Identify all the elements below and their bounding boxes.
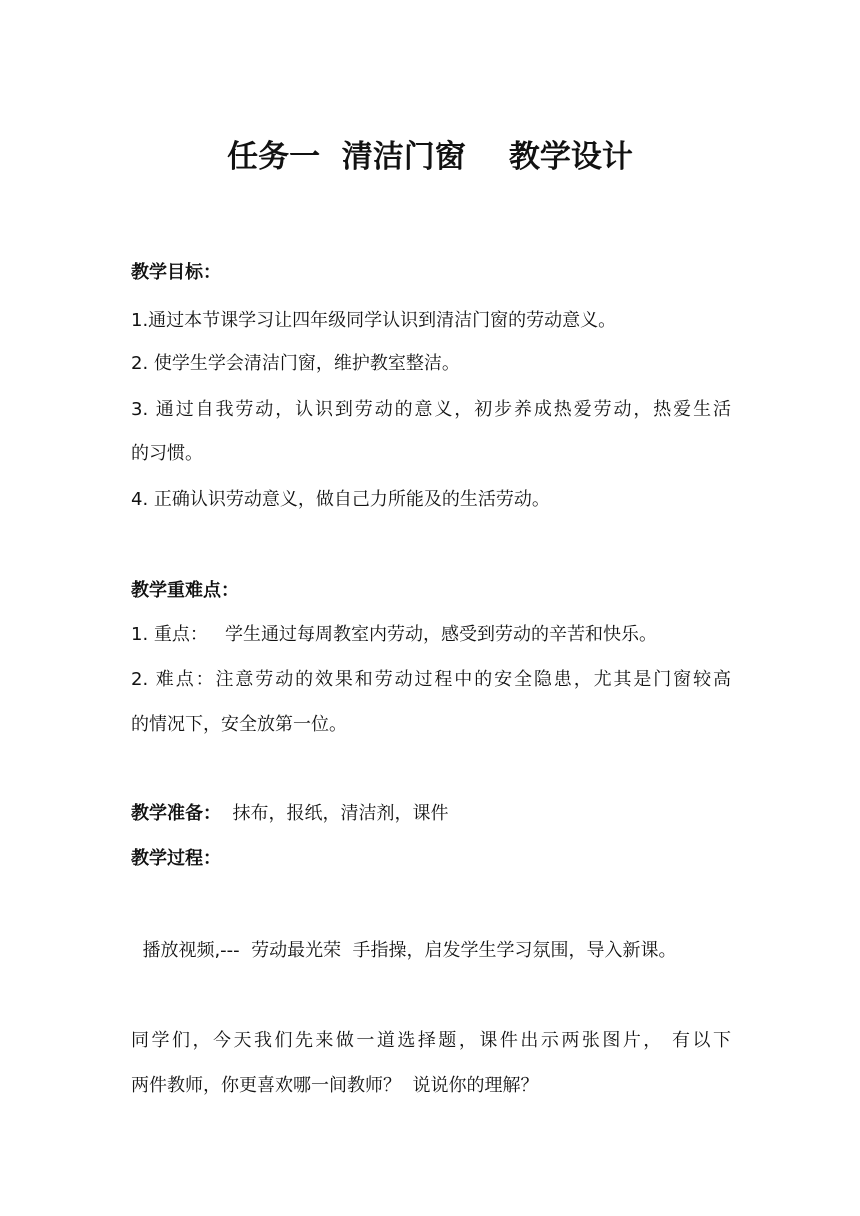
objective-item-2: 2. 使学生学会清洁门窗，维护教室整洁。 [131, 353, 460, 374]
document-title: 任务一 清洁门窗 教学设计 [227, 139, 633, 175]
process-heading: 教学过程： [131, 848, 221, 869]
preparation-heading: 教学准备： [131, 803, 221, 824]
objective-item-3-continued: 的习惯。 [131, 443, 203, 464]
process-paragraph-2: 同学们，今天我们先来做一道选择题，课件出示两张图片， 有以下 [131, 1030, 731, 1051]
objective-item-4: 4. 正确认识劳动意义，做自己力所能及的生活劳动。 [131, 489, 550, 510]
key-points-heading: 教学重难点： [131, 580, 239, 601]
objective-item-1: 1.通过本节课学习让四年级同学认识到清洁门窗的劳动意义。 [131, 310, 617, 331]
key-point-item-1: 1. 重点： 学生通过每周教室内劳动，感受到劳动的辛苦和快乐。 [131, 624, 658, 645]
key-point-item-2-continued: 的情况下，安全放第一位。 [131, 714, 347, 735]
key-point-item-2: 2. 难点：注意劳动的效果和劳动过程中的安全隐患，尤其是门窗较高 [131, 669, 731, 690]
process-paragraph-2-continued: 两件教师，你更喜欢哪一间教师？ 说说你的理解？ [131, 1075, 539, 1096]
preparation-text: 抹布，报纸，清洁剂，课件 [221, 803, 449, 824]
objectives-heading: 教学目标： [131, 262, 221, 283]
objective-item-3: 3. 通过自我劳动，认识到劳动的意义，初步养成热爱劳动，热爱生活 [131, 399, 731, 420]
process-paragraph-1: 播放视频,--- 劳动最光荣 手指操，启发学生学习氛围，导入新课。 [131, 940, 677, 961]
preparation-row [131, 801, 731, 827]
